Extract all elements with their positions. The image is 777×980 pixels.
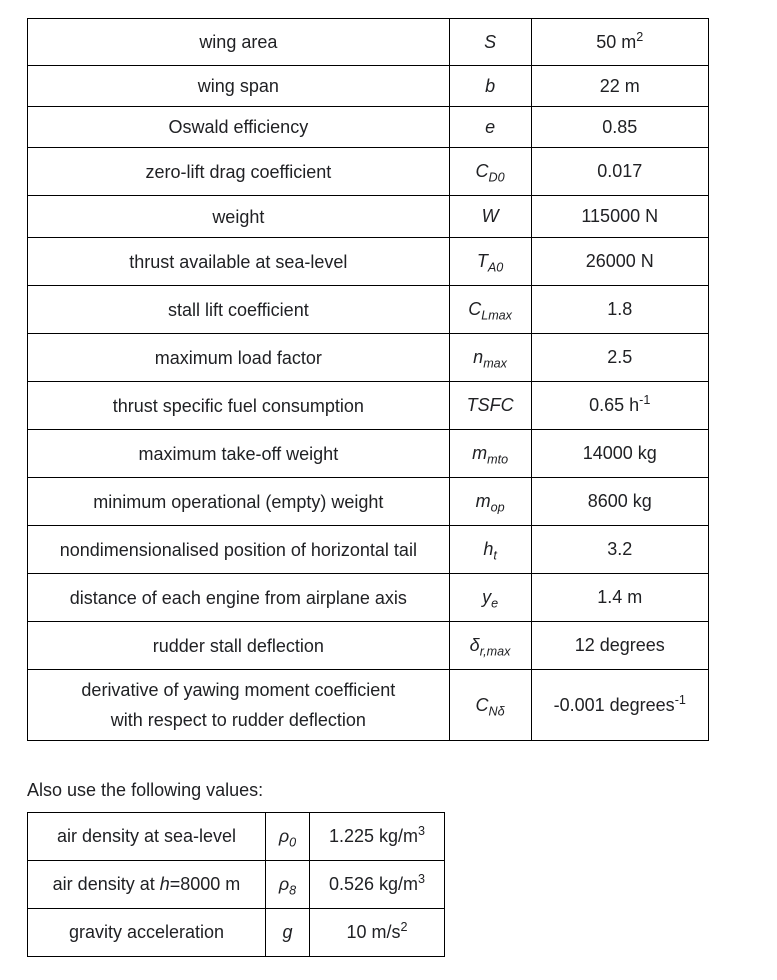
parameter-value — [531, 238, 709, 286]
value-text: 26000 N — [585, 251, 654, 271]
value-text: 2.5 — [607, 347, 633, 367]
parameter-description — [28, 148, 450, 196]
symbol-base: b — [485, 75, 496, 96]
value-text: 3.2 — [607, 539, 633, 559]
value-exponent: -1 — [639, 393, 651, 407]
parameter-symbol — [449, 526, 531, 574]
parameter-value — [531, 382, 709, 430]
description-line: maximum load factor — [154, 347, 322, 368]
description-line: wing area — [199, 32, 278, 52]
parameter-symbol — [449, 19, 531, 66]
symbol-base: T — [476, 251, 488, 271]
parameter-symbol — [449, 196, 531, 238]
value-exponent: -1 — [674, 692, 686, 707]
symbol-subscript: Nδ — [488, 704, 505, 719]
parameter-symbol — [449, 382, 531, 430]
parameter-description — [28, 196, 450, 238]
table-row — [28, 334, 709, 382]
parameter-symbol — [449, 574, 531, 622]
symbol-subscript: A0 — [487, 260, 504, 275]
parameter-value — [531, 196, 709, 238]
description-text: gravity acceleration — [68, 922, 225, 942]
parameter-value — [531, 478, 709, 526]
parameter-symbol — [449, 238, 531, 286]
table-row — [28, 526, 709, 574]
table-row — [28, 478, 709, 526]
parameter-value — [531, 670, 709, 741]
value-exponent: 2 — [636, 29, 644, 44]
parameter-description — [28, 622, 450, 670]
parameter-value — [531, 148, 709, 196]
value-symbol — [266, 909, 310, 957]
value-text: 10 m/s — [346, 922, 401, 942]
parameter-description — [28, 19, 450, 66]
value-exponent: 3 — [418, 872, 426, 886]
table-row — [28, 66, 709, 107]
value-text: 0.017 — [597, 161, 643, 181]
description-line: nondimensionalised position of horizontal tail — [59, 539, 417, 560]
parameter-description — [28, 66, 450, 107]
table-row — [28, 196, 709, 238]
value-symbol — [266, 813, 310, 861]
parameter-symbol — [449, 148, 531, 196]
value-text: 0.85 — [602, 116, 638, 137]
table-row — [28, 813, 445, 861]
symbol-base: ρ — [278, 826, 290, 846]
table-row — [28, 238, 709, 286]
symbol-subscript: max — [483, 356, 507, 371]
table-row — [28, 430, 709, 478]
value-text: 22 m — [599, 75, 640, 96]
parameter-description — [28, 107, 450, 148]
parameter-description — [28, 238, 450, 286]
parameter-value — [531, 66, 709, 107]
value-text: 50 m — [596, 31, 637, 52]
symbol-base: TSFC — [466, 395, 514, 415]
table-row — [28, 107, 709, 148]
description-line: zero-lift drag coefficient — [145, 161, 332, 182]
description-line: Oswald efficiency — [168, 117, 309, 137]
parameter-value — [531, 19, 709, 66]
value-description — [28, 813, 266, 861]
description-line: thrust available at sea-level — [129, 251, 348, 272]
parameter-value — [531, 622, 709, 670]
value-text: 0.526 kg/m — [328, 874, 419, 894]
parameter-description — [28, 430, 450, 478]
value-text: 14000 kg — [582, 443, 657, 463]
table-row — [28, 382, 709, 430]
description-line: thrust specific fuel consumption — [112, 395, 364, 416]
table-row — [28, 861, 445, 909]
parameter-value — [531, 107, 709, 148]
value-description — [28, 861, 266, 909]
symbol-subscript: D0 — [488, 170, 505, 185]
table-row — [28, 622, 709, 670]
parameter-description — [28, 334, 450, 382]
symbol-base: m — [475, 491, 491, 511]
description-line: rudder stall deflection — [152, 635, 324, 656]
parameter-value — [531, 286, 709, 334]
table-row — [28, 148, 709, 196]
parameter-value — [531, 526, 709, 574]
description-line: wing span — [197, 76, 279, 96]
table-row — [28, 286, 709, 334]
value-description — [28, 909, 266, 957]
also-use-note: Also use the following values: — [27, 780, 264, 800]
description-text: air density at sea-level — [56, 826, 237, 846]
symbol-subscript: e — [491, 596, 499, 611]
description-text: air density at — [52, 874, 160, 894]
description-line: maximum take-off weight — [138, 443, 339, 464]
symbol-base: C — [475, 694, 489, 715]
value-exponent: 2 — [400, 920, 408, 934]
value-text: 1.4 m — [597, 587, 643, 607]
parameters-table — [27, 18, 709, 741]
value-text: 12 degrees — [574, 635, 665, 655]
parameters-table-body — [28, 19, 709, 741]
symbol-subscript: op — [490, 500, 505, 515]
symbol-base: δ — [469, 635, 480, 655]
symbol-base: y — [482, 587, 492, 607]
symbol-base: h — [483, 539, 494, 559]
parameter-description — [28, 478, 450, 526]
table-row — [28, 574, 709, 622]
parameter-description — [28, 574, 450, 622]
parameter-symbol — [449, 670, 531, 741]
value-text: 1.8 — [607, 299, 633, 319]
symbol-base: C — [475, 161, 489, 181]
parameter-symbol — [449, 334, 531, 382]
parameter-description — [28, 286, 450, 334]
symbol-base: ρ — [278, 874, 290, 894]
symbol-subscript: Lmax — [481, 308, 512, 323]
symbol-subscript: mto — [487, 452, 509, 467]
value-text: 0.65 h — [589, 395, 640, 415]
parameter-symbol — [449, 107, 531, 148]
parameter-symbol — [449, 430, 531, 478]
table-row — [28, 909, 445, 957]
parameter-symbol — [449, 286, 531, 334]
extra-values-table-body — [28, 813, 445, 957]
parameter-symbol — [449, 622, 531, 670]
description-line: stall lift coefficient — [167, 299, 309, 320]
value-exponent: 3 — [418, 824, 426, 838]
description-line: with respect to rudder deflection — [110, 710, 366, 730]
value-text: -0.001 degrees — [553, 694, 675, 715]
description-line: derivative of yawing moment coefficient — [81, 680, 396, 700]
symbol-base: W — [481, 206, 499, 226]
symbol-subscript: 0 — [289, 835, 297, 850]
symbol-base: n — [473, 347, 484, 367]
description-text-after: =8000 m — [169, 874, 241, 894]
symbol-base: C — [468, 299, 482, 319]
symbol-subscript: 8 — [289, 883, 297, 898]
value-text: 8600 kg — [587, 491, 652, 511]
symbol-base: g — [282, 922, 293, 942]
value-text: 1.225 kg/m — [328, 826, 419, 846]
symbol-base: e — [485, 116, 496, 137]
parameter-value — [531, 334, 709, 382]
parameter-description — [28, 382, 450, 430]
description-line: distance of each engine from airplane axis — [69, 587, 407, 608]
value-amount — [310, 813, 445, 861]
value-text: 115000 N — [581, 206, 659, 226]
table-row — [28, 19, 709, 66]
parameter-value — [531, 430, 709, 478]
value-amount — [310, 909, 445, 957]
symbol-subscript: t — [493, 548, 497, 563]
value-amount — [310, 861, 445, 909]
symbol-base: S — [484, 31, 497, 52]
parameter-symbol — [449, 478, 531, 526]
symbol-subscript: r,max — [479, 644, 511, 659]
description-line: minimum operational (empty) weight — [93, 491, 384, 512]
parameter-description — [28, 670, 450, 741]
description-line: weight — [212, 206, 265, 227]
value-symbol — [266, 861, 310, 909]
symbol-base: m — [472, 443, 488, 463]
parameter-symbol — [449, 66, 531, 107]
description-variable: h — [159, 874, 170, 894]
table-row — [28, 670, 709, 741]
parameter-value — [531, 574, 709, 622]
extra-values-table — [27, 812, 445, 957]
parameter-description — [28, 526, 450, 574]
